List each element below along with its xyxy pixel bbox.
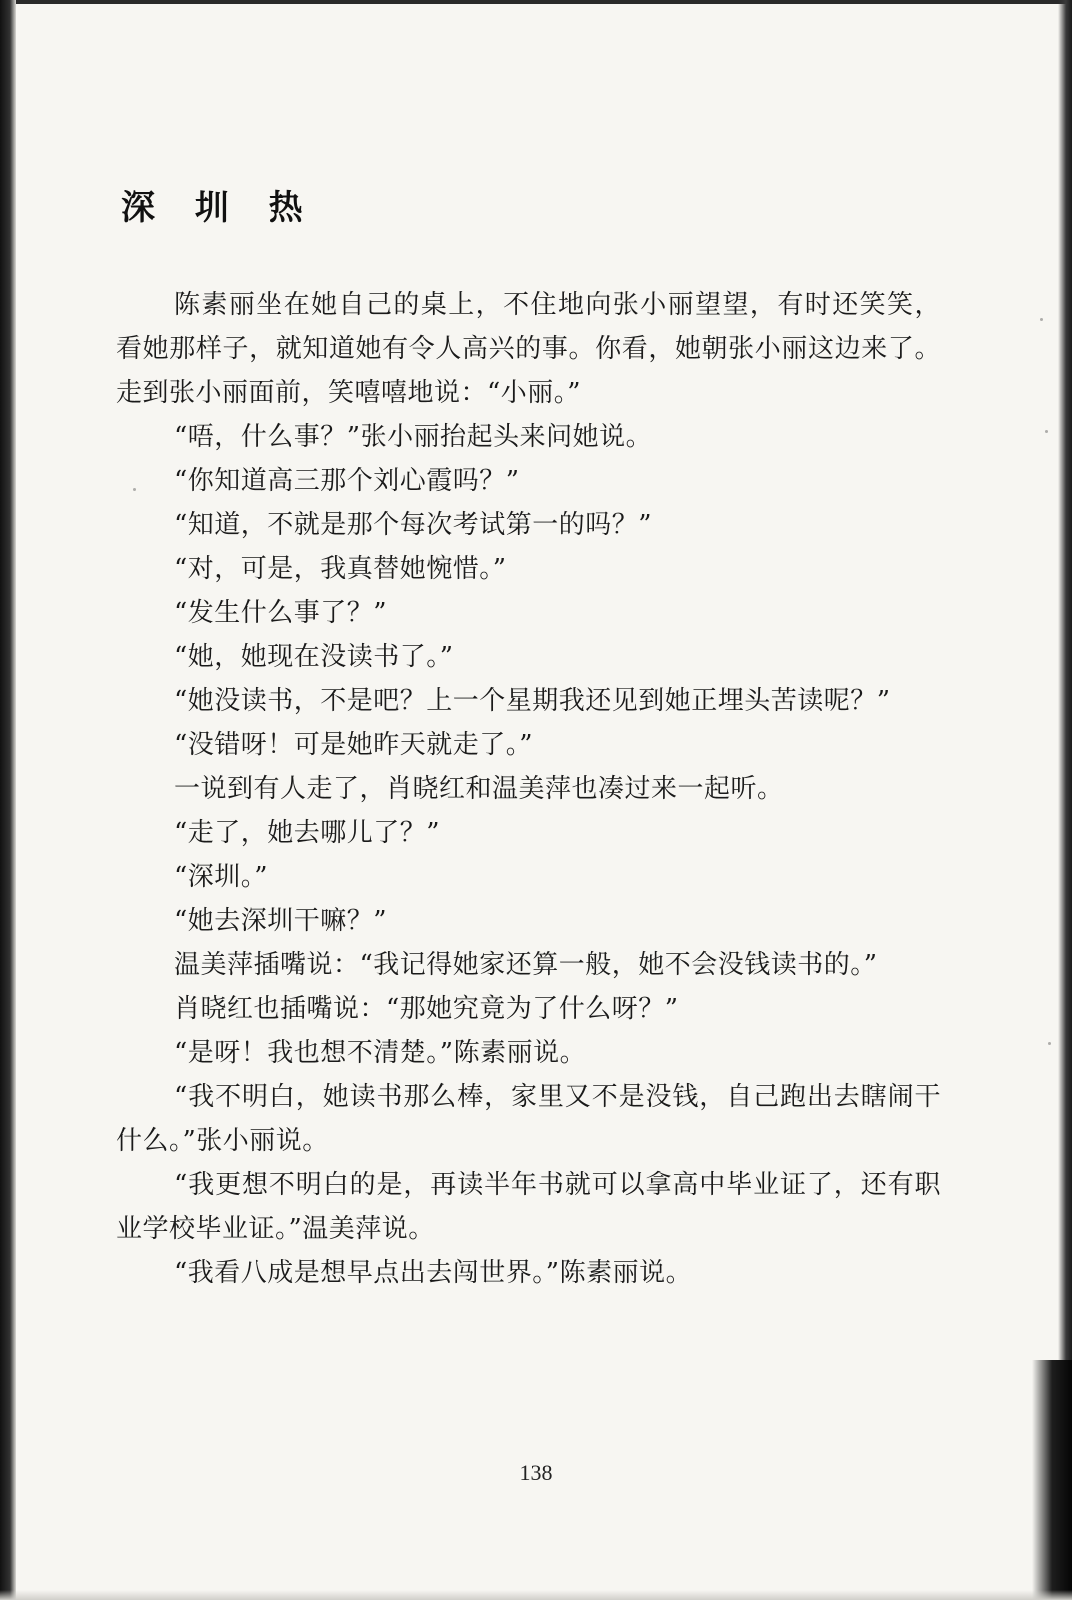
paragraph: 温美萍插嘴说：“我记得她家还算一般，她不会没钱读书的。”	[174, 950, 878, 980]
paragraph: 陈素丽坐在她自己的桌上，不住地向张小丽望望，有时还笑笑，看她那样子，就知道她有令人高兴的事。你看，她朝张小丽这边来了。走到张小丽面前，笑嘻嘻地说：“小丽。”	[116, 290, 941, 408]
page-number: 138	[519, 1460, 553, 1485]
paragraph: “走了，她去哪儿了？”	[174, 818, 441, 848]
scan-speck	[1040, 318, 1043, 321]
scan-speck	[1045, 430, 1048, 433]
chapter-title: 深 圳 热	[121, 187, 317, 228]
paragraph: “我不明白，她读书那么棒，家里又不是没钱，自己跑出去瞎闹干什么。”张小丽说。	[116, 1082, 941, 1156]
paragraph: “知道，不就是那个每次考试第一的吗？”	[174, 510, 653, 540]
paragraph: “我看八成是想早点出去闯世界。”陈素丽说。	[174, 1258, 693, 1288]
paragraph: “她，她现在没读书了。”	[174, 642, 454, 672]
scan-edge-top	[0, 0, 1072, 4]
paragraph: “她去深圳干嘛？”	[174, 906, 388, 936]
body-text	[116, 283, 941, 1295]
scan-edge-bottom	[0, 1590, 1072, 1600]
paragraph: 一说到有人走了，肖晓红和温美萍也凑过来一起听。	[174, 774, 784, 804]
paragraph: “唔，什么事？”张小丽抬起头来问她说。	[174, 422, 653, 452]
scan-edge-left	[0, 0, 16, 1600]
paragraph: “她没读书，不是吧？上一个星期我还见到她正埋头苦读呢？”	[174, 686, 891, 716]
paragraph: “对，可是，我真替她惋惜。”	[174, 554, 507, 584]
paragraph: “没错呀！可是她昨天就走了。”	[174, 730, 534, 760]
paragraph: 肖晓红也插嘴说：“那她究竟为了什么呀？”	[174, 994, 679, 1024]
paragraph: “你知道高三那个刘心霞吗？”	[174, 466, 520, 496]
paragraph: “是呀！我也想不清楚。”陈素丽说。	[174, 1038, 587, 1068]
scan-speck	[1048, 1042, 1051, 1045]
paragraph: “深圳。”	[174, 862, 269, 892]
paragraph: “发生什么事了？”	[174, 598, 388, 628]
paragraph: “我更想不明白的是，再读半年书就可以拿高中毕业证了，还有职业学校毕业证。”温美萍说。	[116, 1170, 941, 1244]
